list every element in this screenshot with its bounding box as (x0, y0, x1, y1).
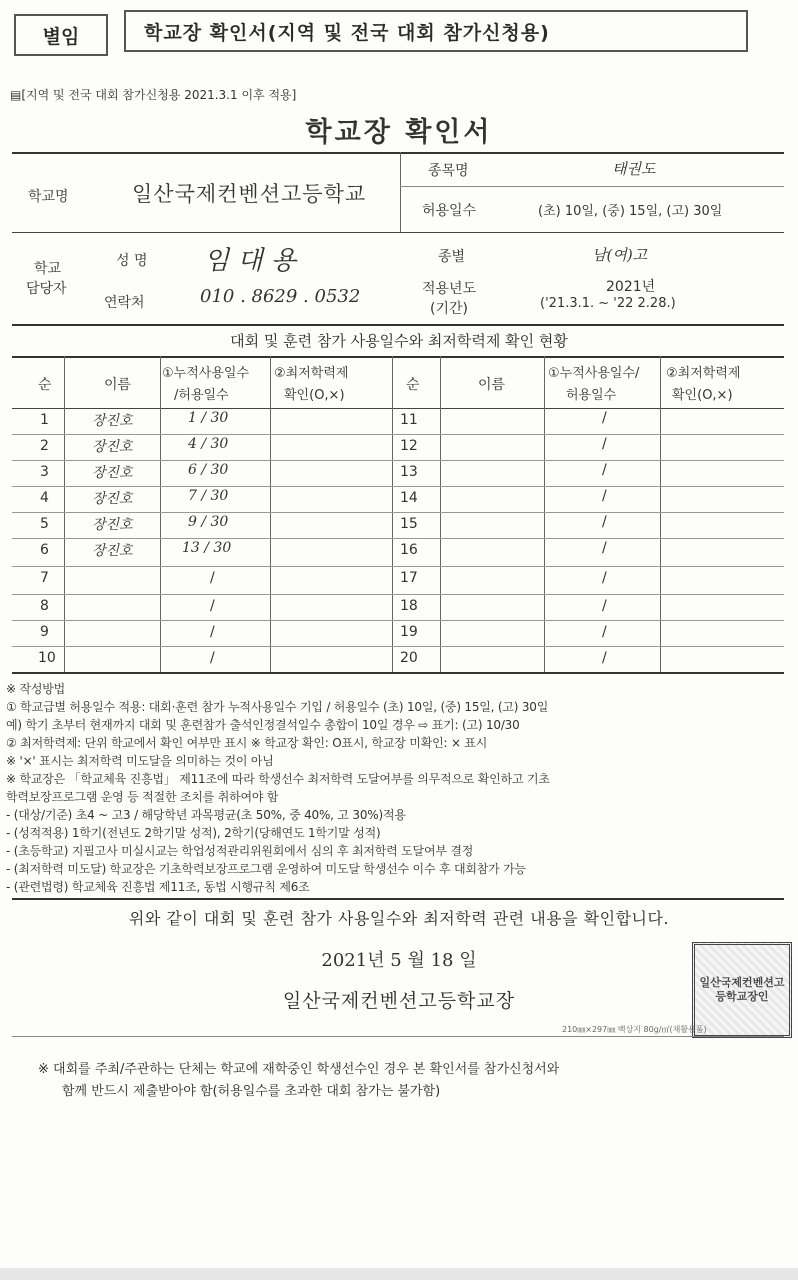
row-days: / (602, 488, 607, 504)
row-days: 1 / 30 (188, 410, 229, 426)
row-no: 5 (40, 516, 49, 532)
row-no: 18 (400, 598, 418, 614)
note-line: 예) 학기 초부터 현재까지 대회 및 훈련참가 출석인정결석일수 총합이 10일 경우 ⇨ 표기: (고) 10/30 (6, 718, 520, 732)
phone-value: 010 . 8629 . 0532 (200, 286, 361, 307)
divider (12, 460, 784, 461)
note-line: ※ '×' 표시는 최저학력 미도달을 의미하는 것이 아님 (6, 754, 274, 768)
header-check-right-line1: ②최저학력제 (666, 366, 741, 381)
header-days-right-line2: 허용일수 (566, 388, 617, 403)
name-label: 성 명 (116, 253, 148, 269)
divider (544, 356, 545, 672)
divider (400, 186, 784, 187)
header-no-right: 순 (406, 377, 420, 393)
divider (12, 408, 784, 409)
row-days: / (602, 462, 607, 478)
header-days-right-line1: ①누적사용일수/ (548, 366, 640, 381)
row-no: 19 (400, 624, 418, 640)
header-name-right: 이름 (478, 377, 506, 393)
row-no: 1 (40, 412, 49, 428)
year-label-line2: (기간) (430, 301, 468, 317)
table-title: 대회 및 훈련 참가 사용일수와 최저학력제 확인 현황 (230, 332, 568, 350)
note-line: ① 학교급별 허용일수 적용: 대회·훈련 참가 누적사용일수 기입 / 허용일수 (초) 10일, (중) 15일, (고) 30일 (6, 700, 549, 714)
row-name: 장진호 (92, 517, 133, 533)
row-no: 3 (40, 464, 49, 480)
applicability-note: ▤[지역 및 전국 대회 참가신청용 2021.3.1 이후 적용] (10, 88, 297, 102)
row-days: 4 / 30 (188, 436, 229, 452)
row-days: / (602, 436, 607, 452)
divider (12, 512, 784, 513)
row-no: 9 (40, 624, 49, 640)
row-name: 장진호 (92, 439, 133, 455)
divider (392, 356, 393, 672)
row-days: / (602, 570, 607, 586)
row-name: 장진호 (92, 543, 133, 559)
note-line: - (성적적용) 1학기(전년도 2학기말 성적), 2학기(당해연도 1학기말 성적) (6, 826, 381, 840)
header-no: 순 (38, 377, 52, 393)
divider (12, 356, 784, 358)
divider (440, 356, 441, 672)
row-days: 9 / 30 (188, 514, 229, 530)
sport-label: 종목명 (428, 163, 469, 179)
divider (12, 434, 784, 435)
row-days: / (602, 650, 607, 666)
row-no: 7 (40, 570, 49, 586)
divider (12, 152, 784, 154)
note-line: - (관련법령) 학교체육 진흥법 제11조, 동법 시행규칙 제6조 (6, 880, 310, 894)
manager-label-line1: 학교 (34, 261, 62, 277)
confirmation-text: 위와 같이 대회 및 훈련 참가 사용일수와 최저학력 관련 내용을 확인합니다. (128, 909, 670, 928)
row-days: / (602, 624, 607, 640)
row-days: / (602, 540, 607, 556)
row-no: 4 (40, 490, 49, 506)
allowed-days-label: 허용일수 (422, 203, 477, 219)
issue-date: 2021년 5 월 18 일 (321, 950, 477, 971)
row-days: / (602, 514, 607, 530)
row-days: / (210, 598, 215, 614)
footer-note-line2: 함께 반드시 제출받아야 함(허용일수를 초과한 대회 참가는 불가함) (62, 1084, 441, 1099)
note-line: - (최저학력 미도달) 학교장은 기초학력보장프로그램 운영하여 미도달 학생선수 이수 후 대회참가 가능 (6, 862, 526, 876)
manager-name: 임 대 용 (204, 246, 296, 276)
notes-heading: ※ 작성방법 (6, 682, 66, 696)
row-name: 장진호 (92, 413, 133, 429)
header-check-line1: ②최저학력제 (274, 366, 349, 381)
year-label-line1: 적용년도 (422, 281, 477, 297)
row-days: 7 / 30 (188, 488, 229, 504)
divider (660, 356, 661, 672)
paper-size-note: 210㎜×297㎜ 백상지 80g/㎡(재활용품) (562, 1025, 707, 1034)
phone-label: 연락처 (104, 295, 145, 311)
header-name: 이름 (104, 377, 132, 393)
divider (12, 672, 784, 674)
scan-edge (0, 1268, 798, 1280)
row-no: 17 (400, 570, 418, 586)
divider (12, 898, 784, 900)
divider (12, 538, 784, 539)
row-no: 8 (40, 598, 49, 614)
header-days-line2: /허용일수 (174, 388, 229, 403)
divider (12, 1036, 784, 1037)
gender-value: 남(여)고 (592, 246, 648, 264)
gender-label: 종별 (438, 249, 466, 265)
divider (12, 566, 784, 567)
row-days: / (602, 410, 607, 426)
row-no: 15 (400, 516, 418, 532)
row-days: / (210, 570, 215, 586)
header-days-line1: ①누적사용일수 (162, 366, 250, 381)
row-no: 16 (400, 542, 418, 558)
row-no: 10 (38, 650, 56, 666)
row-name: 장진호 (92, 465, 133, 481)
divider (160, 356, 161, 672)
row-days: 13 / 30 (182, 540, 232, 556)
note-line: 학력보장프로그램 운영 등 적절한 조치를 취하여야 함 (6, 790, 279, 804)
row-no: 2 (40, 438, 49, 454)
row-days: / (210, 650, 215, 666)
header-check-right-line2: 확인(O,×) (672, 388, 733, 403)
divider (400, 152, 401, 232)
allowed-days-value: (초) 10일, (중) 15일, (고) 30일 (538, 204, 723, 219)
divider (12, 646, 784, 647)
document-title: 학교장 확인서 (305, 117, 493, 148)
row-no: 6 (40, 542, 49, 558)
note-line: ※ 학교장은 「학교체육 진흥법」 제11조에 따라 학생선수 최저학력 도달여부를 의무적으로 확인하고 기초 (6, 772, 550, 786)
year-value-line1: 2021년 (606, 279, 656, 295)
school-name: 일산국제컨벤션고등학교 (132, 182, 367, 206)
header-check-line2: 확인(O,×) (284, 388, 345, 403)
row-days: / (210, 624, 215, 640)
school-label: 학교명 (28, 189, 69, 205)
header-title: 학교장 확인서(지역 및 전국 대회 참가신청용) (124, 10, 748, 52)
note-line: - (초등학교) 지필고사 미실시교는 학업성적관리위원회에서 심의 후 최저학력 도달여부 결정 (6, 844, 474, 858)
year-value-line2: ('21.3.1. ~ '22 2.28.) (540, 296, 676, 311)
principal-name: 일산국제컨벤션고등학교장 (282, 990, 516, 1012)
footer-note-line1: ※ 대회를 주최/주관하는 단체는 학교에 재학중인 학생선수인 경우 본 확인서를 참가신청서와 (38, 1062, 560, 1077)
row-days: / (602, 598, 607, 614)
divider (12, 486, 784, 487)
attachment-tag: 별임 (14, 14, 108, 56)
divider (12, 620, 784, 621)
row-days: 6 / 30 (188, 462, 229, 478)
divider (270, 356, 271, 672)
row-no: 20 (400, 650, 418, 666)
note-line: - (대상/기준) 초4 ~ 고3 / 해당학년 과목평균(초 50%, 중 40%, 고 30%)적용 (6, 808, 406, 822)
school-seal: 일산국제컨벤션고등학교장인 (692, 942, 792, 1038)
divider (64, 356, 65, 672)
row-name: 장진호 (92, 491, 133, 507)
row-no: 12 (400, 438, 418, 454)
divider (12, 594, 784, 595)
manager-label-line2: 담당자 (26, 281, 67, 297)
row-no: 13 (400, 464, 418, 480)
sport-value: 태권도 (612, 160, 656, 178)
row-no: 14 (400, 490, 418, 506)
divider (12, 324, 784, 326)
note-line: ② 최저학력제: 단위 학교에서 확인 여부만 표시 ※ 학교장 확인: O표시, 학교장 미확인: × 표시 (6, 736, 488, 750)
divider (12, 232, 784, 233)
row-no: 11 (400, 412, 418, 428)
